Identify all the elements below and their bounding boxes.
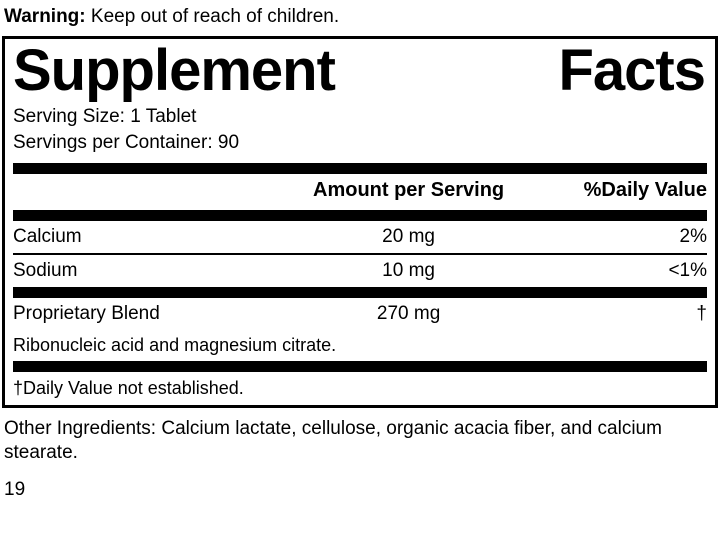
blend-name: Proprietary Blend: [13, 303, 160, 324]
blend-amount: 270 mg: [376, 303, 441, 324]
daily-value-footnote: †Daily Value not established.: [13, 378, 244, 398]
table-row: [13, 298, 707, 330]
supplement-facts-panel: [2, 36, 718, 408]
nutrient-amount: 10 mg: [382, 260, 435, 281]
blend-detail: Ribonucleic acid and magnesium citrate.: [13, 335, 337, 355]
panel-rule-above-blend: [13, 287, 707, 298]
serving-size: Serving Size: 1 Tablet: [13, 106, 197, 127]
other-ingredients: Other Ingredients: Calcium lactate, cellulose, organic acacia fiber, and calcium stearate.: [4, 418, 662, 463]
nutrient-rows-table: [13, 221, 707, 287]
panel-title-word-facts: Facts: [558, 38, 705, 103]
warning-statement: [0, 0, 720, 36]
blend-table: [13, 298, 707, 361]
nutrient-daily-value: 2%: [540, 221, 707, 254]
panel-rule-top: [13, 163, 707, 174]
nutrient-name: Sodium: [13, 260, 78, 281]
panel-title-word-supplement: Supplement: [13, 38, 335, 103]
table-row: [13, 221, 707, 254]
nutrient-daily-value: <1%: [668, 260, 707, 281]
table-row: [13, 330, 707, 361]
header-nutrient: [13, 174, 277, 208]
page-number: 19: [4, 479, 26, 500]
servings-per-container: Servings per Container: 90: [13, 132, 240, 153]
panel-rule-under-header: [13, 210, 707, 221]
facts-table-header: [13, 174, 707, 208]
header-amount-per-serving: Amount per Serving: [313, 179, 505, 201]
blend-daily-value: †: [696, 303, 707, 324]
facts-header-row: [13, 174, 707, 208]
table-row: [13, 254, 707, 287]
panel-title: [13, 38, 707, 103]
warning-text: Keep out of reach of children.: [85, 6, 340, 27]
facts-table: [13, 174, 707, 208]
warning-label: Warning:: [4, 6, 86, 27]
panel-rule-bottom: [13, 361, 707, 372]
nutrient-amount: 20 mg: [277, 221, 541, 254]
header-daily-value: %Daily Value: [583, 179, 707, 201]
nutrient-name: Calcium: [13, 221, 277, 254]
